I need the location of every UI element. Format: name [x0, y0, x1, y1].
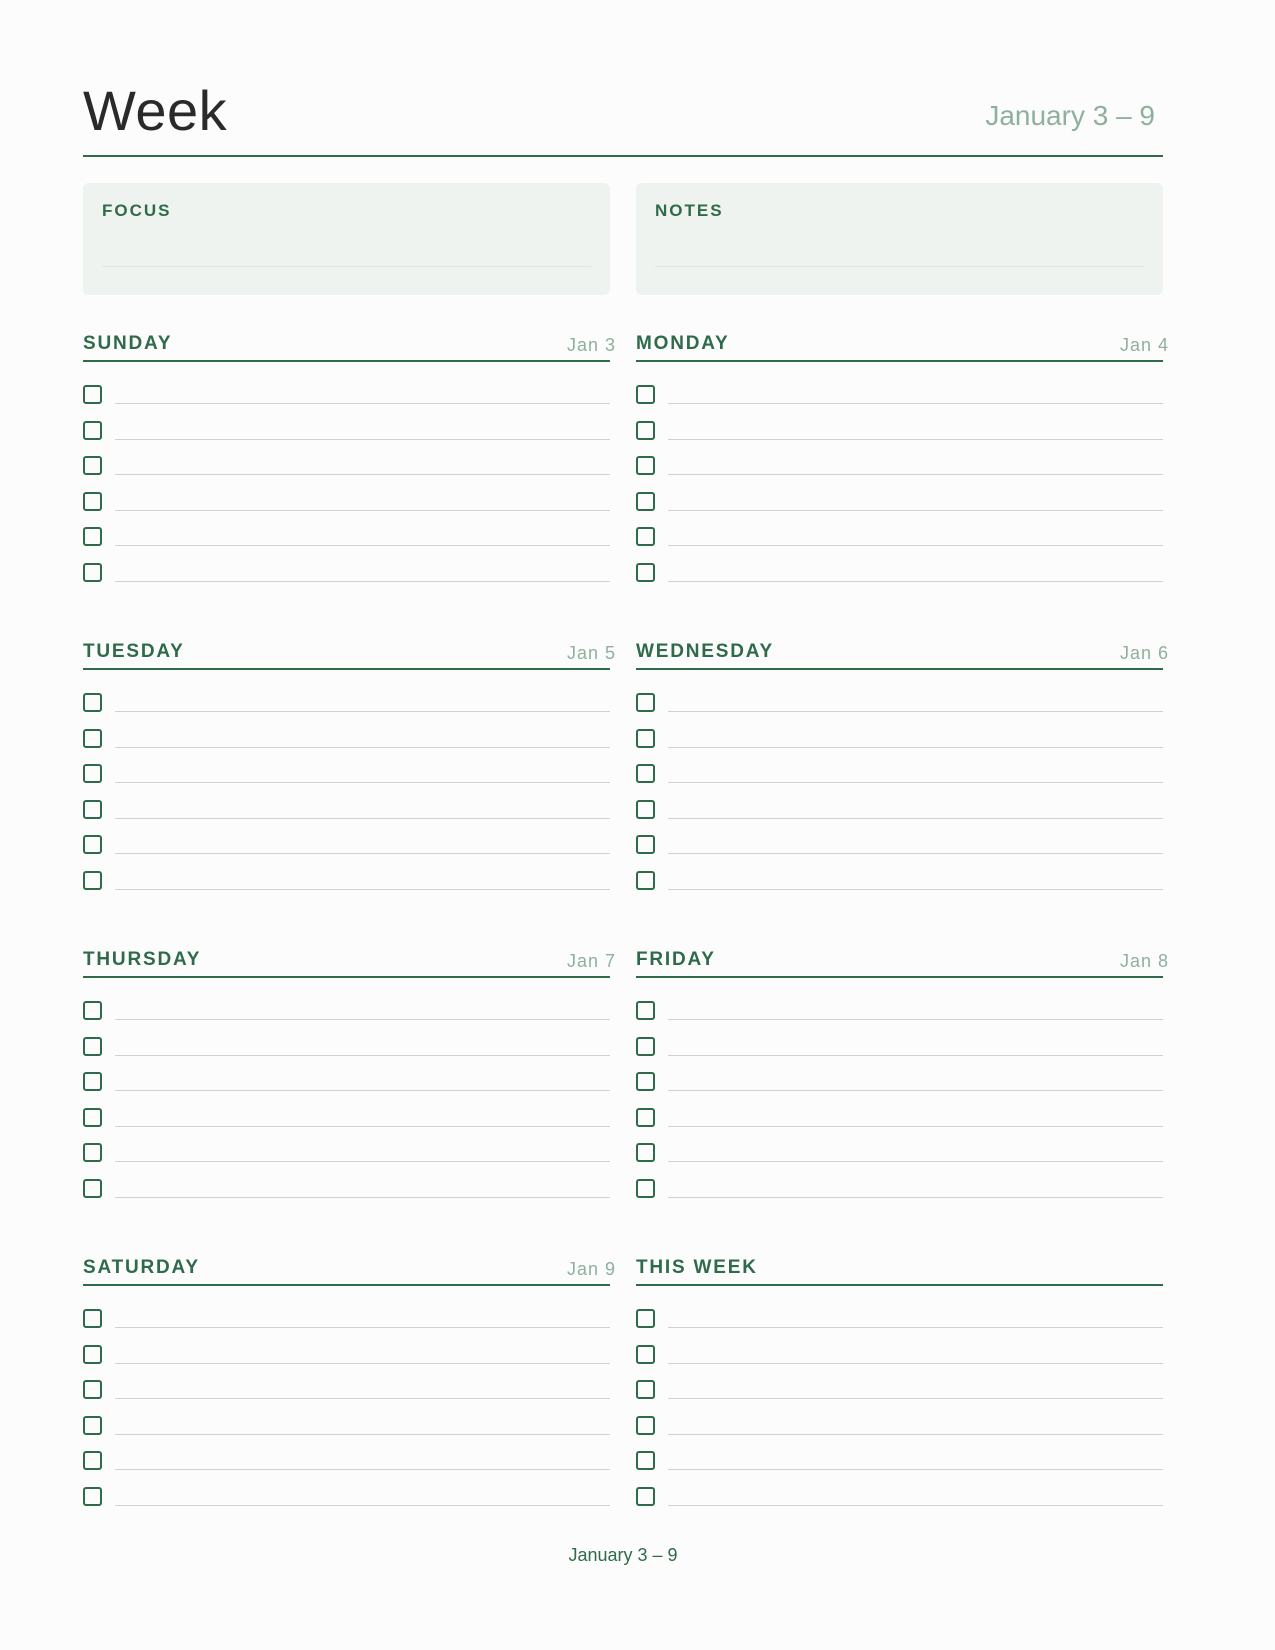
task-row	[636, 1487, 1163, 1524]
task-row	[636, 693, 1163, 730]
task-line[interactable]	[668, 1197, 1163, 1198]
task-line[interactable]	[115, 853, 610, 854]
checkbox-icon[interactable]	[83, 1072, 102, 1091]
task-row	[83, 800, 610, 837]
day-date: Jan 3	[566, 335, 616, 355]
task-row	[83, 693, 610, 730]
checkbox-icon[interactable]	[636, 1380, 655, 1399]
checkbox-icon[interactable]	[636, 492, 655, 511]
checkbox-icon[interactable]	[636, 1179, 655, 1198]
checkbox-icon[interactable]	[636, 563, 655, 582]
checkbox-icon[interactable]	[636, 421, 655, 440]
checkbox-icon[interactable]	[83, 1345, 102, 1364]
task-row	[83, 835, 610, 872]
task-line[interactable]	[115, 1197, 610, 1198]
task-line[interactable]	[115, 545, 610, 546]
task-row	[636, 1345, 1163, 1382]
day-header	[83, 330, 616, 362]
day-date: Jan 7	[566, 951, 616, 971]
task-line[interactable]	[115, 510, 610, 511]
day-date: Jan 5	[566, 643, 616, 663]
task-row	[83, 385, 610, 422]
checkbox-icon[interactable]	[83, 1179, 102, 1198]
task-line[interactable]	[115, 1126, 610, 1127]
task-line[interactable]	[115, 782, 610, 783]
day-header	[83, 638, 616, 670]
checkbox-icon[interactable]	[636, 1001, 655, 1020]
task-row	[83, 1345, 610, 1382]
task-line[interactable]	[115, 474, 610, 475]
checkbox-icon[interactable]	[636, 1309, 655, 1328]
checkbox-icon[interactable]	[636, 1108, 655, 1127]
day-header	[83, 1254, 616, 1286]
checkbox-icon[interactable]	[83, 764, 102, 783]
checkbox-icon[interactable]	[83, 835, 102, 854]
task-row	[636, 800, 1163, 837]
day-date: Jan 9	[566, 1259, 616, 1279]
task-line[interactable]	[668, 1434, 1163, 1435]
day-date: Jan 8	[1119, 951, 1169, 971]
task-line[interactable]	[115, 1055, 610, 1056]
task-line[interactable]	[115, 1398, 610, 1399]
task-row	[636, 871, 1163, 908]
task-line[interactable]	[668, 474, 1163, 475]
checkbox-icon[interactable]	[636, 456, 655, 475]
focus-label: FOCUS	[102, 201, 172, 220]
task-row	[636, 1416, 1163, 1453]
checkbox-icon[interactable]	[636, 1143, 655, 1162]
task-line[interactable]	[668, 545, 1163, 546]
task-row	[83, 492, 610, 529]
checkbox-icon[interactable]	[83, 385, 102, 404]
checkbox-icon[interactable]	[83, 1380, 102, 1399]
task-row	[83, 1179, 610, 1216]
checkbox-icon[interactable]	[83, 1416, 102, 1435]
task-row	[636, 1309, 1163, 1346]
checkbox-icon[interactable]	[83, 527, 102, 546]
task-row	[636, 1108, 1163, 1145]
task-row	[636, 1072, 1163, 1109]
task-line[interactable]	[115, 403, 610, 404]
task-line[interactable]	[668, 782, 1163, 783]
checkbox-icon[interactable]	[636, 1416, 655, 1435]
task-line[interactable]	[668, 581, 1163, 582]
day-date: Jan 4	[1119, 335, 1169, 355]
checkbox-icon[interactable]	[636, 693, 655, 712]
task-line[interactable]	[668, 1398, 1163, 1399]
task-row	[636, 527, 1163, 564]
checkbox-icon[interactable]	[636, 1451, 655, 1470]
task-line[interactable]	[115, 1090, 610, 1091]
day-name: FRIDAY	[636, 949, 716, 970]
day-section-wednesday	[636, 638, 1169, 670]
day-header	[83, 946, 616, 978]
page-footer: January 3 – 9	[568, 1545, 678, 1565]
day-section-saturday	[83, 1254, 616, 1286]
task-line[interactable]	[668, 818, 1163, 819]
checkbox-icon[interactable]	[83, 456, 102, 475]
task-row	[83, 871, 610, 908]
day-name: THURSDAY	[83, 949, 202, 970]
task-row	[83, 1309, 610, 1346]
task-line[interactable]	[668, 1363, 1163, 1364]
task-row	[83, 1380, 610, 1417]
checkbox-icon[interactable]	[83, 1309, 102, 1328]
page-header	[83, 70, 1163, 157]
task-row	[636, 729, 1163, 766]
task-row	[83, 1037, 610, 1074]
task-row	[83, 563, 610, 600]
task-row	[636, 1037, 1163, 1074]
day-name: SATURDAY	[83, 1257, 200, 1278]
task-line[interactable]	[115, 1434, 610, 1435]
checkbox-icon[interactable]	[83, 1143, 102, 1162]
task-line[interactable]	[668, 889, 1163, 890]
task-row	[636, 456, 1163, 493]
checkbox-icon[interactable]	[83, 492, 102, 511]
task-row	[83, 1416, 610, 1453]
checkbox-icon[interactable]	[636, 385, 655, 404]
checkbox-icon[interactable]	[636, 1345, 655, 1364]
task-line[interactable]	[668, 1090, 1163, 1091]
task-line[interactable]	[668, 510, 1163, 511]
checkbox-icon[interactable]	[636, 871, 655, 890]
day-name: THIS WEEK	[636, 1257, 758, 1278]
day-section-friday	[636, 946, 1169, 978]
day-header	[636, 946, 1169, 978]
task-row	[83, 527, 610, 564]
task-row	[636, 764, 1163, 801]
task-line[interactable]	[668, 853, 1163, 854]
task-row	[636, 385, 1163, 422]
checkbox-icon[interactable]	[636, 729, 655, 748]
date-range: January 3 – 9	[985, 100, 1155, 131]
task-row	[83, 1072, 610, 1109]
day-name: MONDAY	[636, 333, 730, 354]
checkbox-icon[interactable]	[83, 800, 102, 819]
task-row	[636, 1380, 1163, 1417]
checkbox-icon[interactable]	[83, 1001, 102, 1020]
page-title: Week	[83, 79, 228, 142]
task-row	[636, 1143, 1163, 1180]
task-row	[83, 1108, 610, 1145]
checkbox-icon[interactable]	[636, 800, 655, 819]
checkbox-icon[interactable]	[636, 764, 655, 783]
task-row	[636, 1001, 1163, 1038]
day-section-monday	[636, 330, 1169, 362]
checkbox-icon[interactable]	[83, 729, 102, 748]
task-row	[83, 764, 610, 801]
weekly-planner-page	[83, 0, 1169, 1650]
day-header	[636, 330, 1169, 362]
task-line[interactable]	[668, 403, 1163, 404]
checkbox-icon[interactable]	[83, 693, 102, 712]
task-line[interactable]	[668, 1327, 1163, 1328]
task-line[interactable]	[668, 1055, 1163, 1056]
task-line[interactable]	[668, 747, 1163, 748]
checkbox-icon[interactable]	[83, 1451, 102, 1470]
task-row	[636, 835, 1163, 872]
notes-box[interactable]	[636, 183, 1163, 295]
checkbox-icon[interactable]	[83, 871, 102, 890]
task-line[interactable]	[115, 439, 610, 440]
checkbox-icon[interactable]	[636, 1072, 655, 1091]
day-section-thursday	[83, 946, 616, 978]
checkbox-icon[interactable]	[83, 1487, 102, 1506]
day-header	[636, 1254, 1163, 1286]
task-line[interactable]	[115, 1363, 610, 1364]
focus-line	[102, 266, 591, 267]
task-line[interactable]	[668, 1019, 1163, 1020]
task-line[interactable]	[115, 1019, 610, 1020]
task-row	[636, 1451, 1163, 1488]
day-name: TUESDAY	[83, 641, 185, 662]
task-line[interactable]	[668, 1161, 1163, 1162]
task-line[interactable]	[115, 1327, 610, 1328]
task-line[interactable]	[115, 747, 610, 748]
checkbox-icon[interactable]	[636, 1487, 655, 1506]
checkbox-icon[interactable]	[83, 563, 102, 582]
day-name: WEDNESDAY	[636, 641, 774, 662]
task-line[interactable]	[115, 581, 610, 582]
task-line[interactable]	[115, 818, 610, 819]
notes-line	[655, 266, 1144, 267]
task-line[interactable]	[668, 711, 1163, 712]
task-line[interactable]	[115, 889, 610, 890]
task-row	[83, 1143, 610, 1180]
task-line[interactable]	[668, 1469, 1163, 1470]
task-line[interactable]	[115, 711, 610, 712]
task-row	[83, 1487, 610, 1524]
task-row	[83, 1001, 610, 1038]
task-row	[636, 492, 1163, 529]
task-line[interactable]	[115, 1505, 610, 1506]
day-section-sunday	[83, 330, 616, 362]
checkbox-icon[interactable]	[636, 527, 655, 546]
day-name: SUNDAY	[83, 333, 173, 354]
notes-label: NOTES	[655, 201, 724, 220]
checkbox-icon[interactable]	[83, 1108, 102, 1127]
checkbox-icon[interactable]	[636, 835, 655, 854]
task-row	[83, 729, 610, 766]
day-section-tuesday	[83, 638, 616, 670]
day-date: Jan 6	[1119, 643, 1169, 663]
day-header	[636, 638, 1169, 670]
focus-box[interactable]	[83, 183, 610, 295]
task-line[interactable]	[668, 439, 1163, 440]
checkbox-icon[interactable]	[83, 1037, 102, 1056]
task-row	[83, 456, 610, 493]
task-line[interactable]	[115, 1161, 610, 1162]
task-row	[636, 563, 1163, 600]
task-line[interactable]	[115, 1469, 610, 1470]
checkbox-icon[interactable]	[83, 421, 102, 440]
task-row	[83, 421, 610, 458]
day-section-this-week	[636, 1254, 1163, 1286]
task-row	[636, 1179, 1163, 1216]
task-row	[83, 1451, 610, 1488]
task-line[interactable]	[668, 1505, 1163, 1506]
task-line[interactable]	[668, 1126, 1163, 1127]
checkbox-icon[interactable]	[636, 1037, 655, 1056]
task-row	[636, 421, 1163, 458]
